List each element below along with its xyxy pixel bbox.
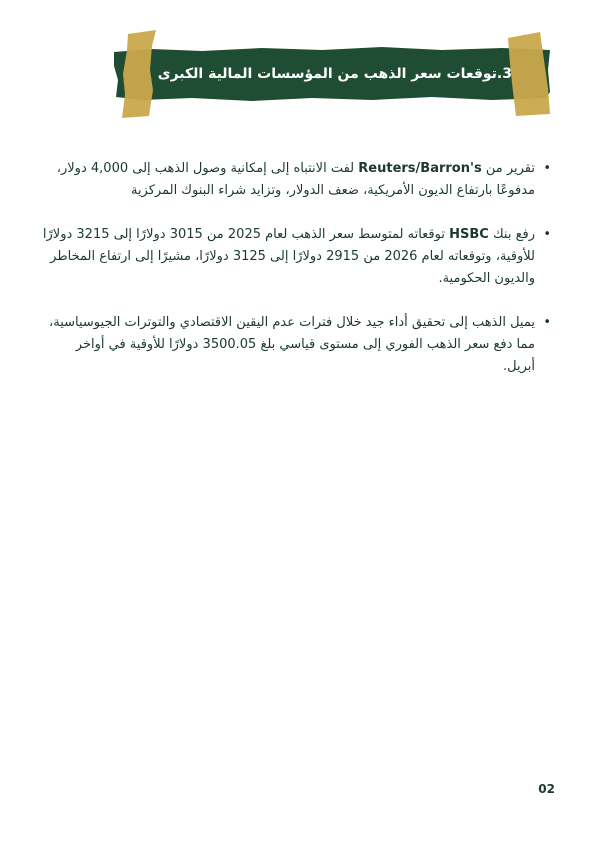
section-title: 3.توقعات سعر الذهب من المؤسسات المالية الكبرى [157, 66, 512, 82]
bullet-dot: • [543, 315, 551, 330]
bullet-dot: • [543, 161, 551, 176]
bullet-item-reuters [40, 158, 555, 202]
page-number: 02 [538, 782, 555, 796]
bullet-item-gold-performance [40, 312, 555, 378]
bullet-list [40, 158, 555, 400]
bullet-text-after: لفت الانتباه إلى إمكانية وصول الذهب إلى 4,000 دولار، مدفوعًا بارتفاع الديون الأمريكية، ضعف الدولار، وتزايد شراء البنوك المركزية [56, 161, 535, 198]
bullet-text-before: تقرير من [481, 161, 535, 176]
bullet-text-before: رفع بنك [488, 227, 535, 242]
bullet-item-hsbc [40, 224, 555, 290]
gold-tape-right [508, 32, 550, 116]
bullet-text-before: يميل الذهب إلى تحقيق أداء جيد خلال فترات عدم اليقين الاقتصادي والتوترات الجيوسياسية، مما دفع سعر الذهب الفوري إلى مستوى قياسي بلغ 3500.05 دولارًا للأوقية في أواخر أبريل. [49, 315, 535, 374]
section-header-banner [112, 30, 552, 118]
source-name: Reuters/Barron's [358, 161, 482, 176]
source-name: HSBC [449, 227, 489, 242]
bullet-dot: • [543, 227, 551, 242]
bullet-text-after: توقعاته لمتوسط سعر الذهب لعام 2025 من 3015 دولارًا إلى 3215 دولارًا للأوقية، وتوقعاته لعام 2026 من 2915 دولارًا إلى 3125 دولارًا، مشيرًا إلى ارتفاع المخاطر والديون الحكومية. [42, 227, 535, 286]
